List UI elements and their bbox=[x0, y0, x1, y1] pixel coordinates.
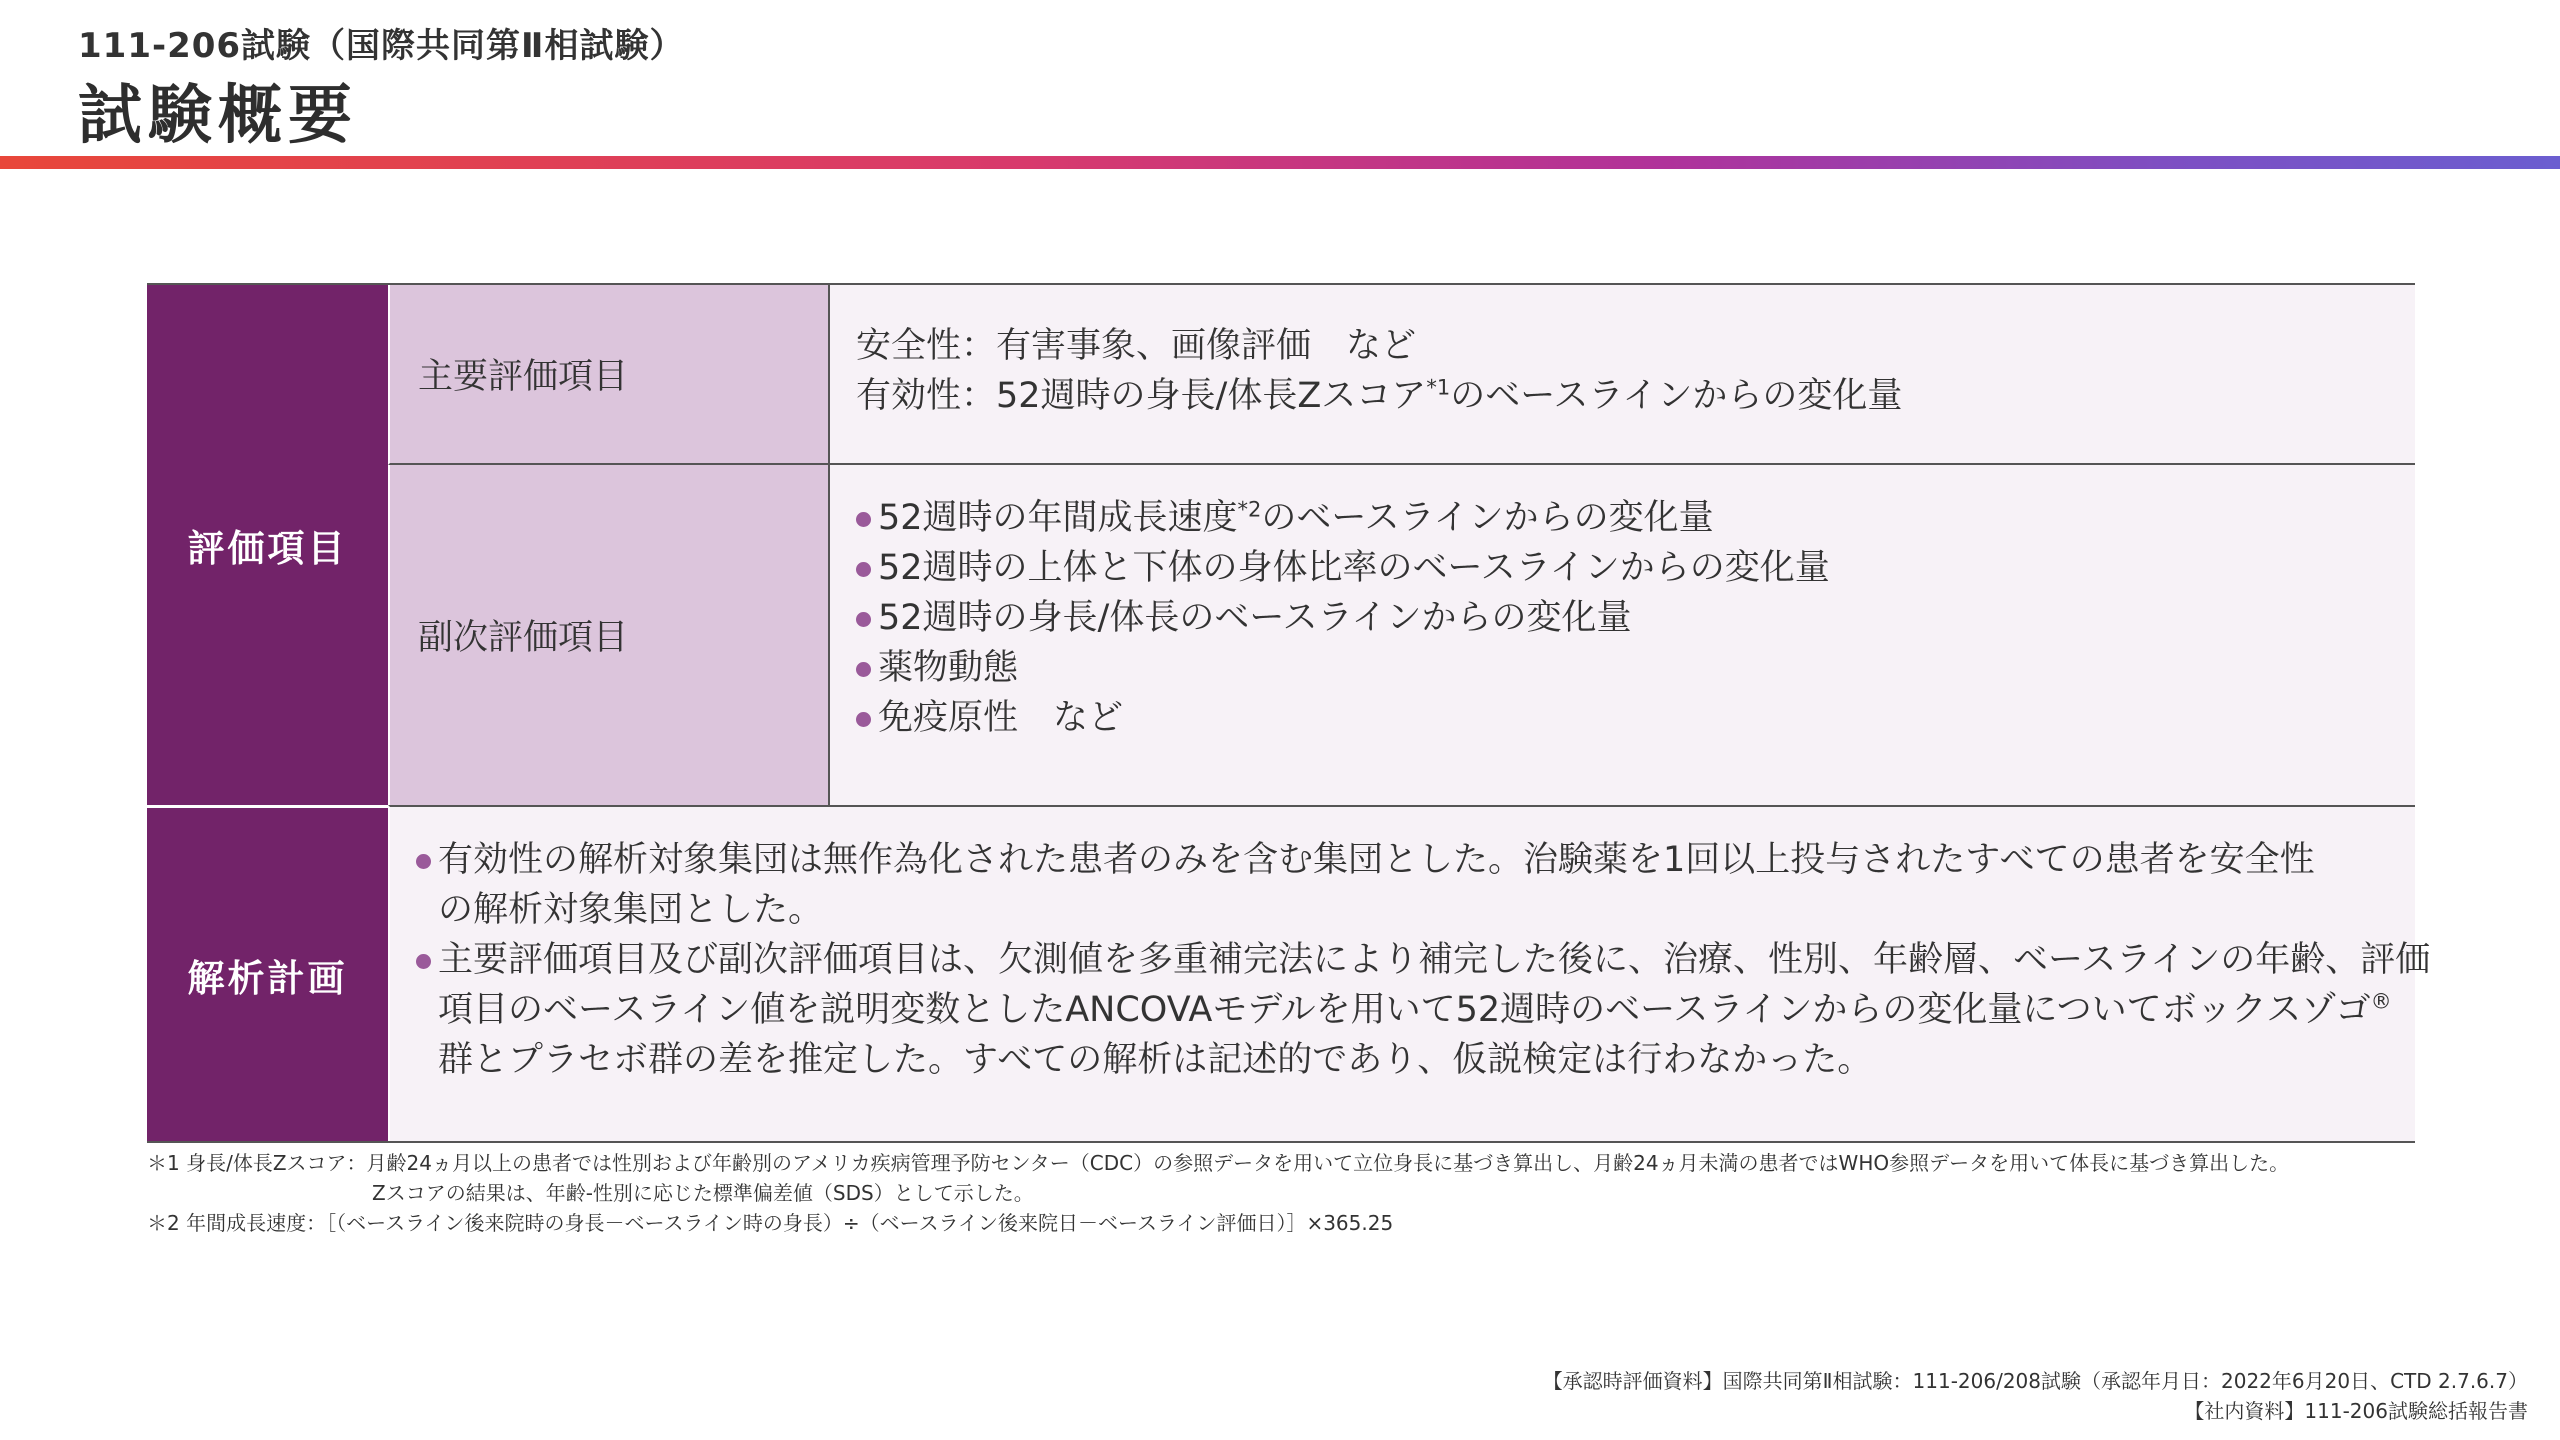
primary-endpoint-cell bbox=[388, 285, 828, 465]
primary-endpoint-content bbox=[828, 285, 2415, 465]
bullet-icon bbox=[856, 712, 871, 727]
study-overview-table bbox=[147, 283, 2431, 1143]
list-item: 有効性の解析対象集団は無作為化された患者のみを含む集団とした。治験薬を1回以上投与されたすべての患者を安全性 bbox=[416, 835, 2415, 885]
bullet-icon bbox=[856, 562, 871, 577]
footnote-1-continuation: Zスコアの結果は、年齢-性別に応じた標準偏差値（SDS）として示した。 bbox=[372, 1181, 1034, 1205]
list-item: 免疫原性 など bbox=[856, 693, 2415, 743]
list-item: 52週時の身長/体長のベースラインからの変化量 bbox=[856, 593, 2415, 643]
bullet-icon bbox=[856, 512, 871, 527]
secondary-endpoint-content bbox=[828, 465, 2415, 805]
source-line-2: 【社内資料】111-206試験総括報告書 bbox=[2184, 1399, 2528, 1423]
footnote-1: ＊1 身長/体長Zスコア：月齢24ヵ月以上の患者では性別および年齢別のアメリカ疾病管理予防センター（CDC）の参照データを用いて立位身長に基づき算出し、月齢24ヵ月未満の患者ではWHO参照データを用いて体長に基づき算出した。 bbox=[147, 1151, 2290, 1175]
category-analysis bbox=[147, 805, 388, 1141]
list-item-continuation: の解析対象集団とした。 bbox=[438, 890, 824, 930]
secondary-endpoint-cell bbox=[388, 465, 828, 805]
list-item: 52週時の年間成長速度$^{*2}$のベースラインからの変化量 bbox=[856, 493, 2415, 543]
primary-endpoint-label: 主要評価項目 bbox=[418, 357, 629, 397]
list-item: 52週時の上体と下体の身体比率のベースラインからの変化量 bbox=[856, 543, 2415, 593]
primary-efficacy-line: 有効性：52週時の身長/体長Zスコア$^{*1}$のベースラインからの変化量 bbox=[856, 375, 1903, 416]
footnotes bbox=[147, 1148, 2289, 1238]
source-line-1: 【承認時評価資料】国際共同第Ⅱ相試験：111-206/208試験（承認年月日：2022年6月20日、CTD 2.7.6.7） bbox=[1542, 1369, 2528, 1393]
bullet-icon bbox=[416, 854, 431, 869]
secondary-endpoint-label: 副次評価項目 bbox=[418, 618, 629, 658]
source-citation bbox=[1543, 1366, 2528, 1426]
list-item-continuation: 項目のベースライン値を説明変数としたANCOVAモデルを用いて52週時のベースラインからの変化量についてボックスゾゴ® bbox=[438, 989, 2392, 1030]
bullet-icon bbox=[856, 612, 871, 627]
category-endpoints-label: 評価項目 bbox=[187, 527, 348, 570]
analysis-content bbox=[388, 805, 2431, 1141]
page-title: 試験概要 bbox=[78, 79, 358, 153]
bullet-icon bbox=[416, 954, 431, 969]
list-item: 主要評価項目及び副次評価項目は、欠測値を多重補完法により補完した後に、治療、性別、年齢層、ベースラインの年齢、評価 bbox=[416, 935, 2415, 985]
category-analysis-label: 解析計画 bbox=[187, 956, 348, 1000]
category-endpoints bbox=[147, 285, 388, 805]
page-subtitle: 111-206試験（国際共同第Ⅱ相試験） bbox=[78, 26, 685, 66]
bullet-icon bbox=[856, 662, 871, 677]
primary-safety-line: 安全性：有害事象、画像評価 など bbox=[856, 326, 1417, 366]
list-item-continuation: 群とプラセボ群の差を推定した。すべての解析は記述的であり、仮説検定は行わなかった。 bbox=[438, 1040, 1873, 1080]
header-gradient-bar bbox=[0, 156, 2560, 169]
footnote-2: ＊2 年間成長速度：［（ベースライン後来院時の身長－ベースライン時の身長）÷（ベースライン後来院日－ベースライン評価日）］×365.25 bbox=[147, 1211, 1394, 1235]
list-item: 薬物動態 bbox=[856, 643, 2415, 693]
